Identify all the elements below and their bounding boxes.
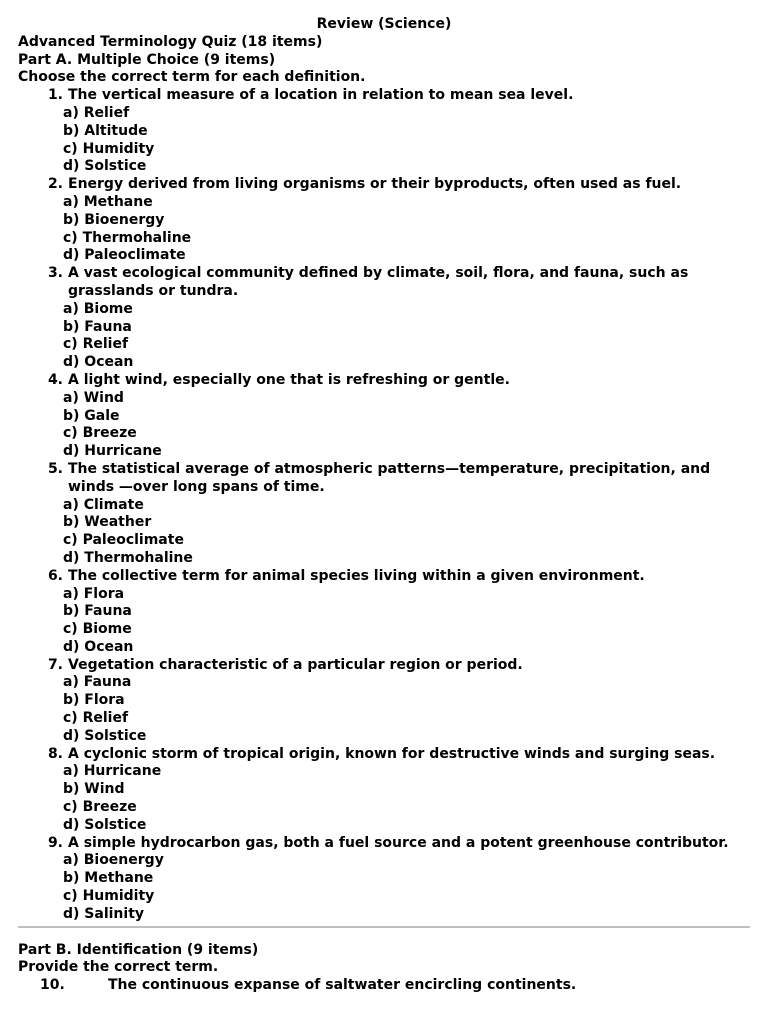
answer-option: d) Salinity bbox=[63, 905, 145, 922]
question-row bbox=[18, 835, 750, 853]
item-number: 10. bbox=[40, 977, 65, 994]
question-row bbox=[18, 265, 750, 301]
answer-option: c) Breeze bbox=[63, 799, 137, 816]
quiz-subtitle: Advanced Terminology Quiz (18 items) bbox=[18, 33, 323, 50]
answer-option: c) Humidity bbox=[63, 140, 155, 157]
quiz-document bbox=[18, 16, 750, 995]
question-text: The vertical measure of a location in relation to mean sea level. bbox=[68, 87, 574, 104]
question-text: The statistical average of atmospheric patterns—temperature, precipitation, and winds —over long spans of time. bbox=[68, 460, 711, 495]
answer-option: c) Biome bbox=[63, 621, 132, 638]
question-item bbox=[18, 461, 750, 568]
question-item bbox=[18, 176, 750, 265]
question-text: A light wind, especially one that is refreshing or gentle. bbox=[68, 371, 510, 388]
question-item bbox=[18, 657, 750, 746]
question-number: 4. bbox=[47, 371, 63, 388]
answer-option: b) Fauna bbox=[63, 603, 132, 620]
question-text: A cyclonic storm of tropical origin, known for destructive winds and surging seas. bbox=[68, 745, 716, 762]
answer-option: a) Biome bbox=[63, 300, 133, 317]
answer-option: d) Ocean bbox=[63, 638, 134, 655]
question-text: Energy derived from living organisms or their byproducts, often used as fuel. bbox=[68, 176, 682, 193]
answer-option: c) Relief bbox=[63, 710, 129, 727]
question-row bbox=[18, 568, 750, 586]
answer-option: c) Humidity bbox=[63, 888, 155, 905]
answer-option: d) Hurricane bbox=[63, 443, 162, 460]
answer-option: d) Solstice bbox=[63, 816, 147, 833]
question-item bbox=[18, 746, 750, 835]
answer-option: b) Wind bbox=[63, 781, 125, 798]
part-a-heading: Part A. Multiple Choice (9 items) bbox=[18, 51, 276, 68]
question-row bbox=[18, 87, 750, 105]
identification-item bbox=[18, 977, 750, 995]
answer-option: d) Thermohaline bbox=[63, 549, 193, 566]
question-number: 6. bbox=[47, 567, 63, 584]
answer-option: a) Relief bbox=[63, 104, 130, 121]
answer-option: b) Fauna bbox=[63, 318, 132, 335]
answer-option: c) Breeze bbox=[63, 425, 137, 442]
question-item bbox=[18, 87, 750, 176]
answer-option: d) Paleoclimate bbox=[63, 247, 186, 264]
question-number: 3. bbox=[47, 265, 63, 282]
part-b-heading: Part B. Identification (9 items) bbox=[18, 941, 259, 958]
section-divider bbox=[18, 926, 750, 928]
question-row bbox=[18, 657, 750, 675]
item-text: The continuous expanse of saltwater encircling continents. bbox=[108, 977, 577, 994]
answer-option: d) Solstice bbox=[63, 158, 147, 175]
answer-option: a) Fauna bbox=[63, 674, 132, 691]
question-number: 8. bbox=[47, 745, 63, 762]
question-item bbox=[18, 568, 750, 657]
part-a-question-list bbox=[18, 87, 750, 923]
answer-option: b) Weather bbox=[63, 514, 152, 531]
part-b-item-list bbox=[18, 977, 750, 995]
document-title: Review (Science) bbox=[316, 16, 452, 32]
answer-option: d) Solstice bbox=[63, 727, 147, 744]
question-number: 7. bbox=[47, 656, 63, 673]
question-number: 1. bbox=[47, 87, 63, 104]
question-item bbox=[18, 265, 750, 372]
answer-option: a) Flora bbox=[63, 585, 125, 602]
answer-option: a) Climate bbox=[63, 496, 144, 513]
answer-option: d) Ocean bbox=[63, 354, 134, 371]
question-text: Vegetation characteristic of a particular region or period. bbox=[68, 656, 523, 673]
question-number: 2. bbox=[47, 176, 63, 193]
part-a-instructions: Choose the correct term for each definition. bbox=[18, 69, 366, 86]
question-item bbox=[18, 372, 750, 461]
answer-option: b) Bioenergy bbox=[63, 211, 165, 228]
answer-option: c) Thermohaline bbox=[63, 229, 192, 246]
answer-option: a) Wind bbox=[63, 389, 124, 406]
answer-option: b) Methane bbox=[63, 870, 154, 887]
answer-option: a) Hurricane bbox=[63, 763, 162, 780]
answer-option: b) Flora bbox=[63, 692, 125, 709]
question-row bbox=[18, 176, 750, 194]
question-row bbox=[18, 746, 750, 764]
question-row bbox=[18, 372, 750, 390]
answer-option: a) Bioenergy bbox=[63, 852, 164, 869]
question-number: 9. bbox=[47, 834, 63, 851]
question-row bbox=[18, 461, 750, 497]
question-text: A simple hydrocarbon gas, both a fuel source and a potent greenhouse contributor. bbox=[68, 834, 729, 851]
question-text: The collective term for animal species living within a given environment. bbox=[68, 567, 645, 584]
answer-option: b) Altitude bbox=[63, 122, 148, 139]
answer-option: b) Gale bbox=[63, 407, 120, 424]
answer-option: c) Paleoclimate bbox=[63, 532, 184, 549]
answer-option: a) Methane bbox=[63, 193, 153, 210]
question-item bbox=[18, 835, 750, 924]
question-number: 5. bbox=[47, 460, 63, 477]
answer-option: c) Relief bbox=[63, 336, 129, 353]
part-b-instructions: Provide the correct term. bbox=[18, 959, 219, 976]
question-text: A vast ecological community defined by climate, soil, flora, and fauna, such as grasslands or tundra. bbox=[68, 265, 689, 299]
